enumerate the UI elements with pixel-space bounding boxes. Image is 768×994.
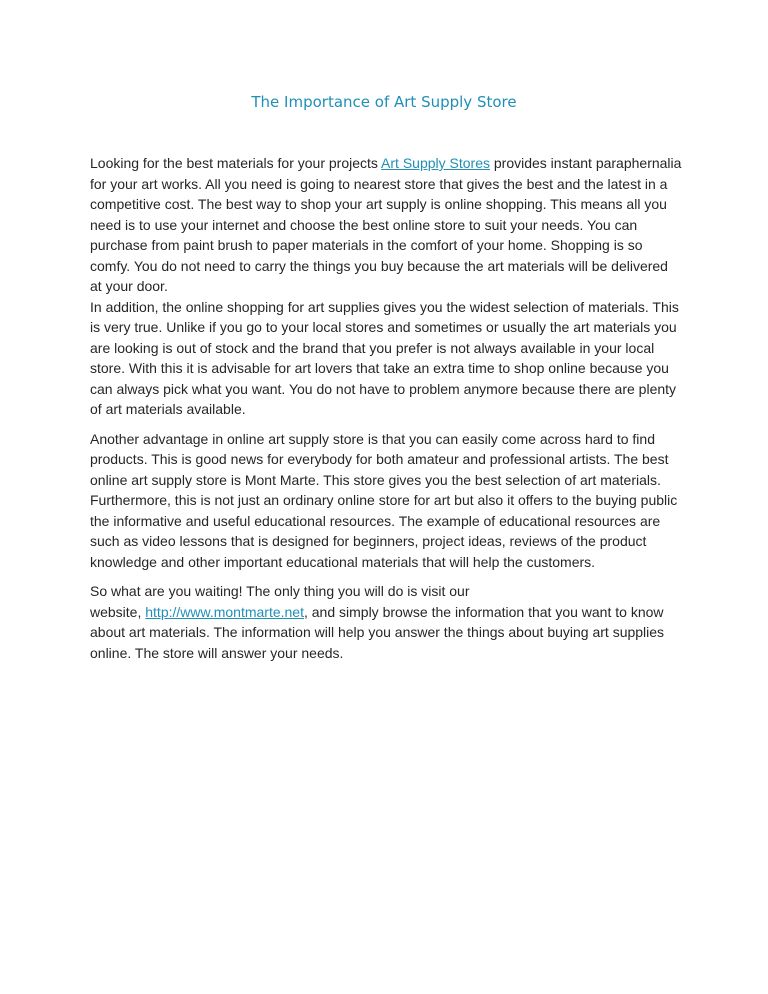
montmarte-url-link[interactable]: http://www.montmarte.net (145, 603, 304, 620)
paragraph-1 (90, 153, 682, 420)
text-line: can always pick what you want. You do not have to problem anymore because there are plenty (90, 380, 677, 397)
paragraph-gap (90, 572, 682, 581)
text-line: knowledge and other important educational materials that will help the customers. (90, 553, 596, 570)
art-supply-stores-link[interactable]: Art Supply Stores (381, 155, 490, 171)
text-line: comfy. You do not need to carry the things you buy because the art materials will be delivered (90, 257, 668, 274)
paragraph-3 (90, 581, 682, 663)
document-title: The Importance of Art Supply Store (251, 93, 517, 111)
text-span: website, (90, 603, 146, 620)
text-span: , and simply browse the information that you want to know (303, 603, 664, 620)
text-line: purchase from paint brush to paper materials in the comfort of your home. Shopping is so (90, 237, 643, 253)
paragraph-gap (90, 420, 682, 429)
text-line (90, 602, 682, 623)
text-line: store. With this it is advisable for art lovers that take an extra time to shop online because you (90, 360, 669, 376)
paragraph-2 (90, 429, 682, 573)
text-line: products. This is good news for everybody for both amateur and professional artists. The best (90, 451, 669, 467)
text-line: of art materials available. (90, 401, 246, 417)
text-line: Furthermore, this is not just an ordinary online store for art but also it offers to the buying public (90, 492, 678, 508)
text-line: need is to use your internet and choose the best online store to suit your needs. You can (90, 216, 638, 233)
text-line: for your art works. All you need is going to nearest store that gives the best and the latest in a (90, 175, 668, 192)
text-line: Another advantage in online art supply store is that you can easily come across hard to find (90, 430, 655, 447)
document-body (90, 153, 682, 663)
text-line (90, 153, 682, 174)
text-line: such as video lessons that is designed for beginners, project ideas, reviews of the product (90, 533, 647, 549)
text-line: online art supply store is Mont Marte. This store gives you the best selection of art materials. (90, 471, 661, 488)
text-line: online. The store will answer your needs. (90, 644, 344, 661)
text-line: at your door. (90, 278, 168, 294)
text-line: are looking is out of stock and the brand that you prefer is not always available in your local (90, 339, 655, 356)
text-line: about art materials. The information will help you answer the things about buying art supplies (90, 624, 665, 640)
text-span: Looking for the best materials for your projects (90, 155, 382, 171)
text-line: In addition, the online shopping for art supplies gives you the widest selection of materials. This (90, 298, 679, 315)
text-line: the informative and useful educational resources. The example of educational resources are (90, 512, 661, 529)
text-span: provides instant paraphernalia (489, 155, 682, 171)
text-line: competitive cost. The best way to shop your art supply is online shopping. This means all you (90, 196, 667, 212)
text-line: is very true. Unlike if you go to your local stores and sometimes or usually the art materials you (90, 319, 677, 335)
text-line: So what are you waiting! The only thing you will do is visit our (90, 583, 470, 599)
